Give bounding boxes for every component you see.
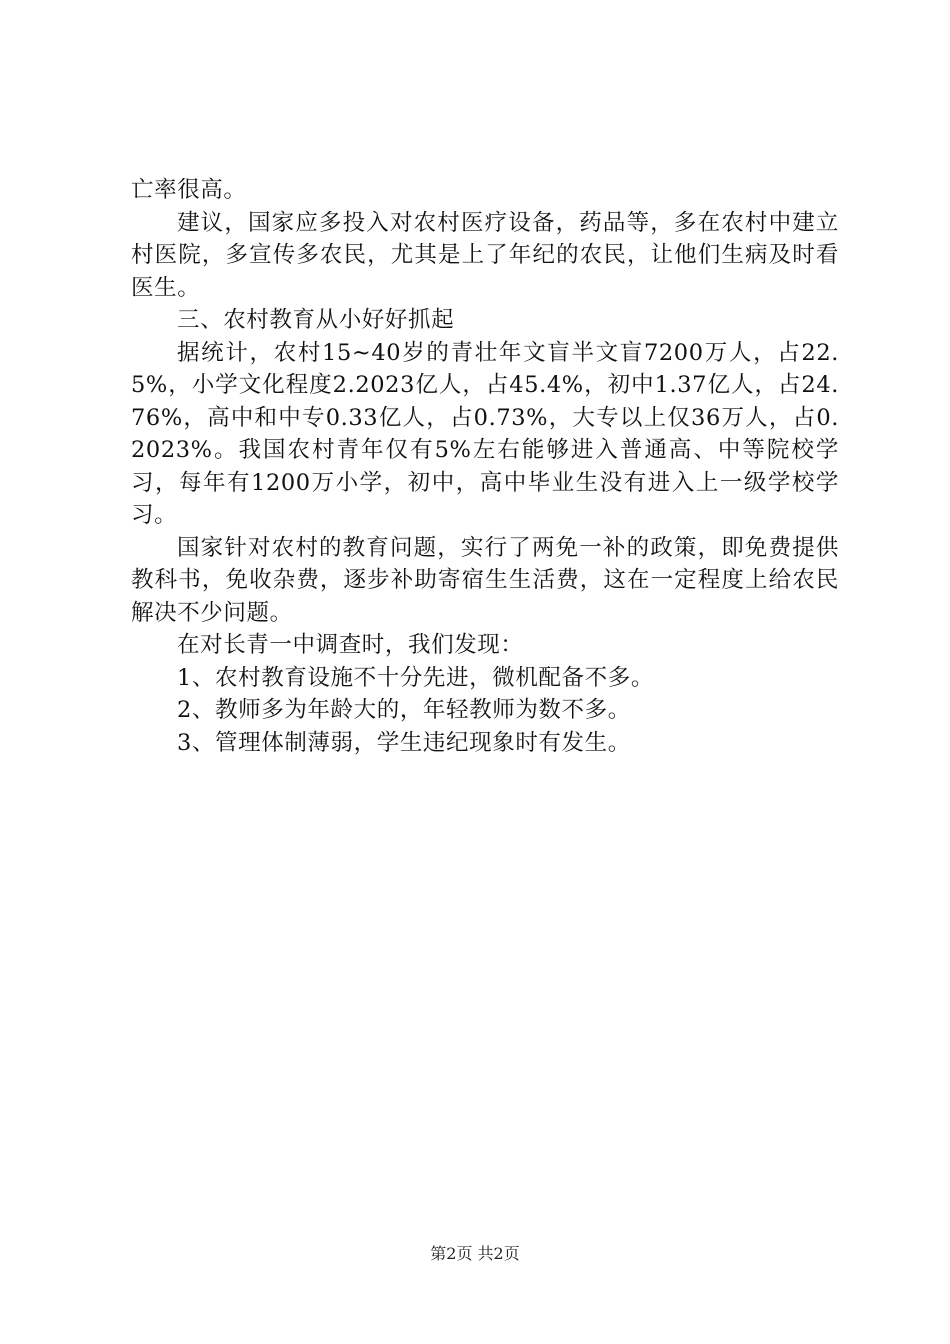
list-item-teachers: 2、教师多为年龄大的，年轻教师为数不多。 <box>177 697 631 723</box>
page-number-footer: 第2页 共2页 <box>430 1244 520 1263</box>
paragraph-medical-suggestion: 建议，国家应多投入对农村医疗设备，药品等，多在农村中建立村医院，多宣传多农民，尤其是上了年纪的农民，让他们生病及时看医生。 <box>131 209 839 301</box>
paragraph-continuation: 亡率很高。 <box>131 177 247 203</box>
document-body <box>131 174 839 759</box>
paragraph-education-statistics: 据统计，农村15~40岁的青壮年文盲半文盲7200万人，占22.5%，小学文化程度2.2023亿人，占45.4%，初中1.37亿人，占24.76%，高中和中专0.33亿人，占0.73%，大专以上仅36万人，占0.2023%。我国农村青年仅有5%左右能够进入普通高、中等院校学习，每年有1200万小学，初中，高中毕业生没有进入上一级学校学习。 <box>131 339 839 528</box>
paragraph-survey-intro: 在对长青一中调查时，我们发现： <box>177 632 524 658</box>
list-item-facilities: 1、农村教育设施不十分先进，微机配备不多。 <box>177 664 654 691</box>
section-heading-education: 三、农村教育从小好好抓起 <box>177 307 455 333</box>
list-item-management: 3、管理体制薄弱，学生违纪现象时有发生。 <box>177 729 631 756</box>
paragraph-education-policy: 国家针对农村的教育问题，实行了两免一补的政策，即免费提供教科书，免收杂费，逐步补助寄宿生生活费，这在一定程度上给农民解决不少问题。 <box>131 534 839 626</box>
